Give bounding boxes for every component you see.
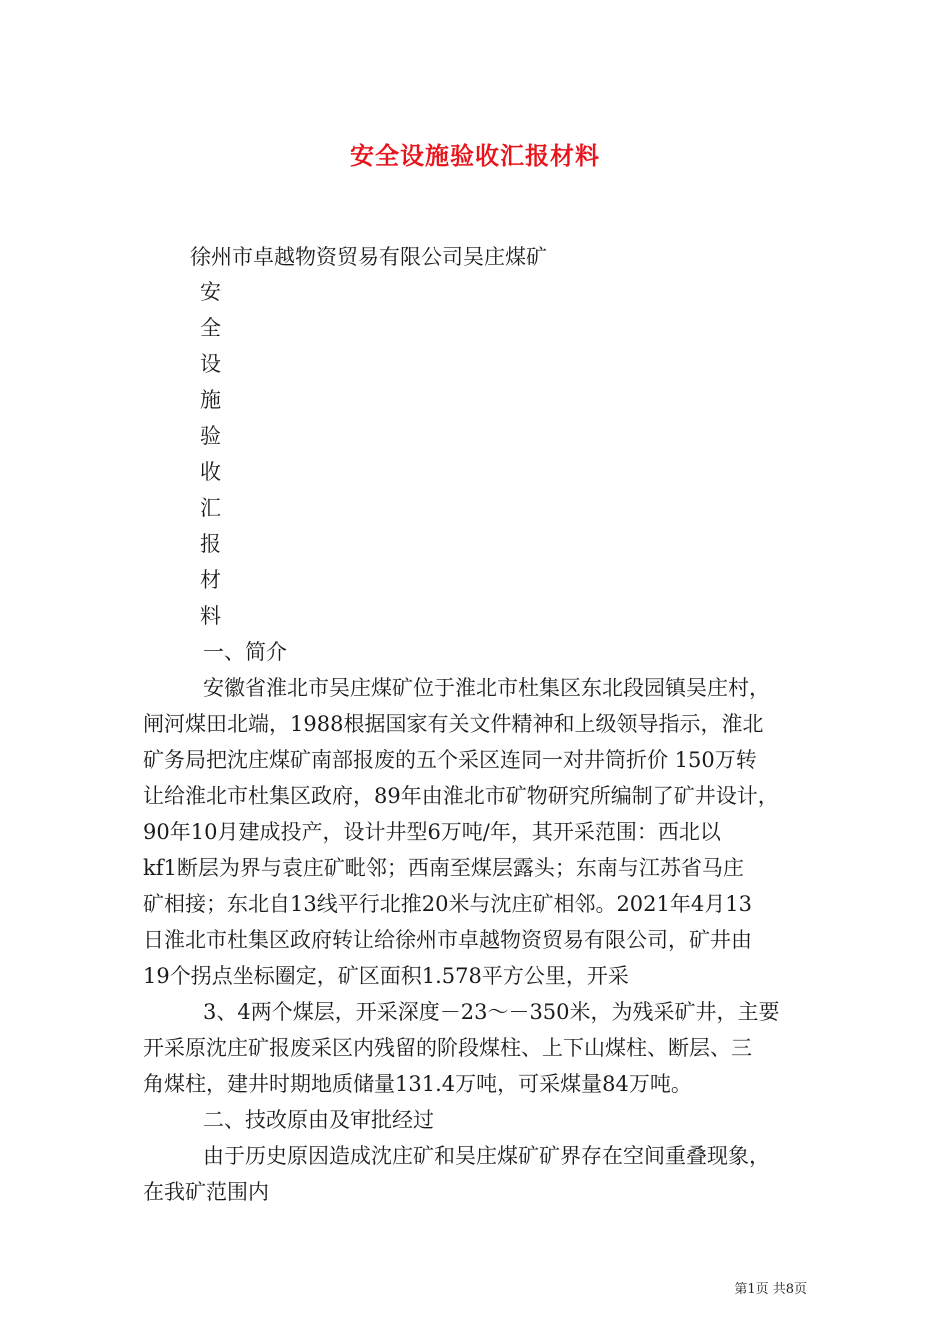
document-body — [143, 634, 813, 1210]
paragraph-line: 矿相接；东北自13线平行北推20米与沈庄矿相邻。2021年4月13 — [143, 892, 752, 916]
paragraph-line: 开采原沈庄矿报废采区内残留的阶段煤柱、上下山煤柱、断层、三 — [143, 1036, 752, 1060]
vertical-title-char: 材 — [200, 568, 221, 592]
document-title: 安全设施验收汇报材料 — [350, 141, 600, 170]
vertical-title-char: 收 — [200, 460, 221, 484]
paragraph-line: 由于历史原因造成沈庄矿和吴庄煤矿矿界存在空间重叠现象， — [203, 1144, 770, 1168]
vertical-title — [200, 274, 230, 634]
section-heading-reason: 二、技改原由及审批经过 — [203, 1108, 434, 1132]
paragraph-line: 让给淮北市杜集区政府，89年由淮北市矿物研究所编制了矿井设计， — [143, 784, 779, 808]
vertical-title-char: 设 — [200, 352, 221, 376]
paragraph-line: 在我矿范围内 — [143, 1180, 269, 1204]
company-name: 徐州市卓越物资贸易有限公司吴庄煤矿 — [190, 245, 547, 269]
vertical-title-char: 验 — [200, 424, 221, 448]
vertical-title-char: 料 — [200, 604, 221, 628]
paragraph-line: 19个拐点坐标圈定，矿区面积1.578平方公里，开采 — [143, 964, 629, 988]
vertical-title-char: 施 — [200, 388, 221, 412]
page-number: 第1页 共8页 — [734, 1282, 807, 1297]
paragraph-line: kf1断层为界与袁庄矿毗邻；西南至煤层露头；东南与江苏省马庄 — [143, 856, 744, 880]
paragraph-line: 日淮北市杜集区政府转让给徐州市卓越物资贸易有限公司，矿井由 — [143, 928, 752, 952]
paragraph-line: 角煤柱，建井时期地质储量131.4万吨，可采煤量84万吨。 — [143, 1072, 692, 1096]
section-heading-intro: 一、简介 — [203, 640, 287, 664]
vertical-title-char: 全 — [200, 316, 221, 340]
paragraph-line: 矿务局把沈庄煤矿南部报废的五个采区连同一对井筒折价 150万转 — [143, 748, 757, 772]
paragraph-line: 3、4两个煤层，开采深度－23～－350米，为残采矿井，主要 — [203, 1000, 780, 1024]
vertical-title-char: 报 — [200, 532, 221, 556]
paragraph-line: 安徽省淮北市吴庄煤矿位于淮北市杜集区东北段园镇吴庄村， — [203, 676, 770, 700]
vertical-title-char: 汇 — [200, 496, 221, 520]
paragraph-line: 闸河煤田北端，1988根据国家有关文件精神和上级领导指示，淮北 — [143, 712, 764, 736]
paragraph-line: 90年10月建成投产，设计井型6万吨/年，其开采范围：西北以 — [143, 820, 721, 844]
vertical-title-char: 安 — [200, 280, 221, 304]
